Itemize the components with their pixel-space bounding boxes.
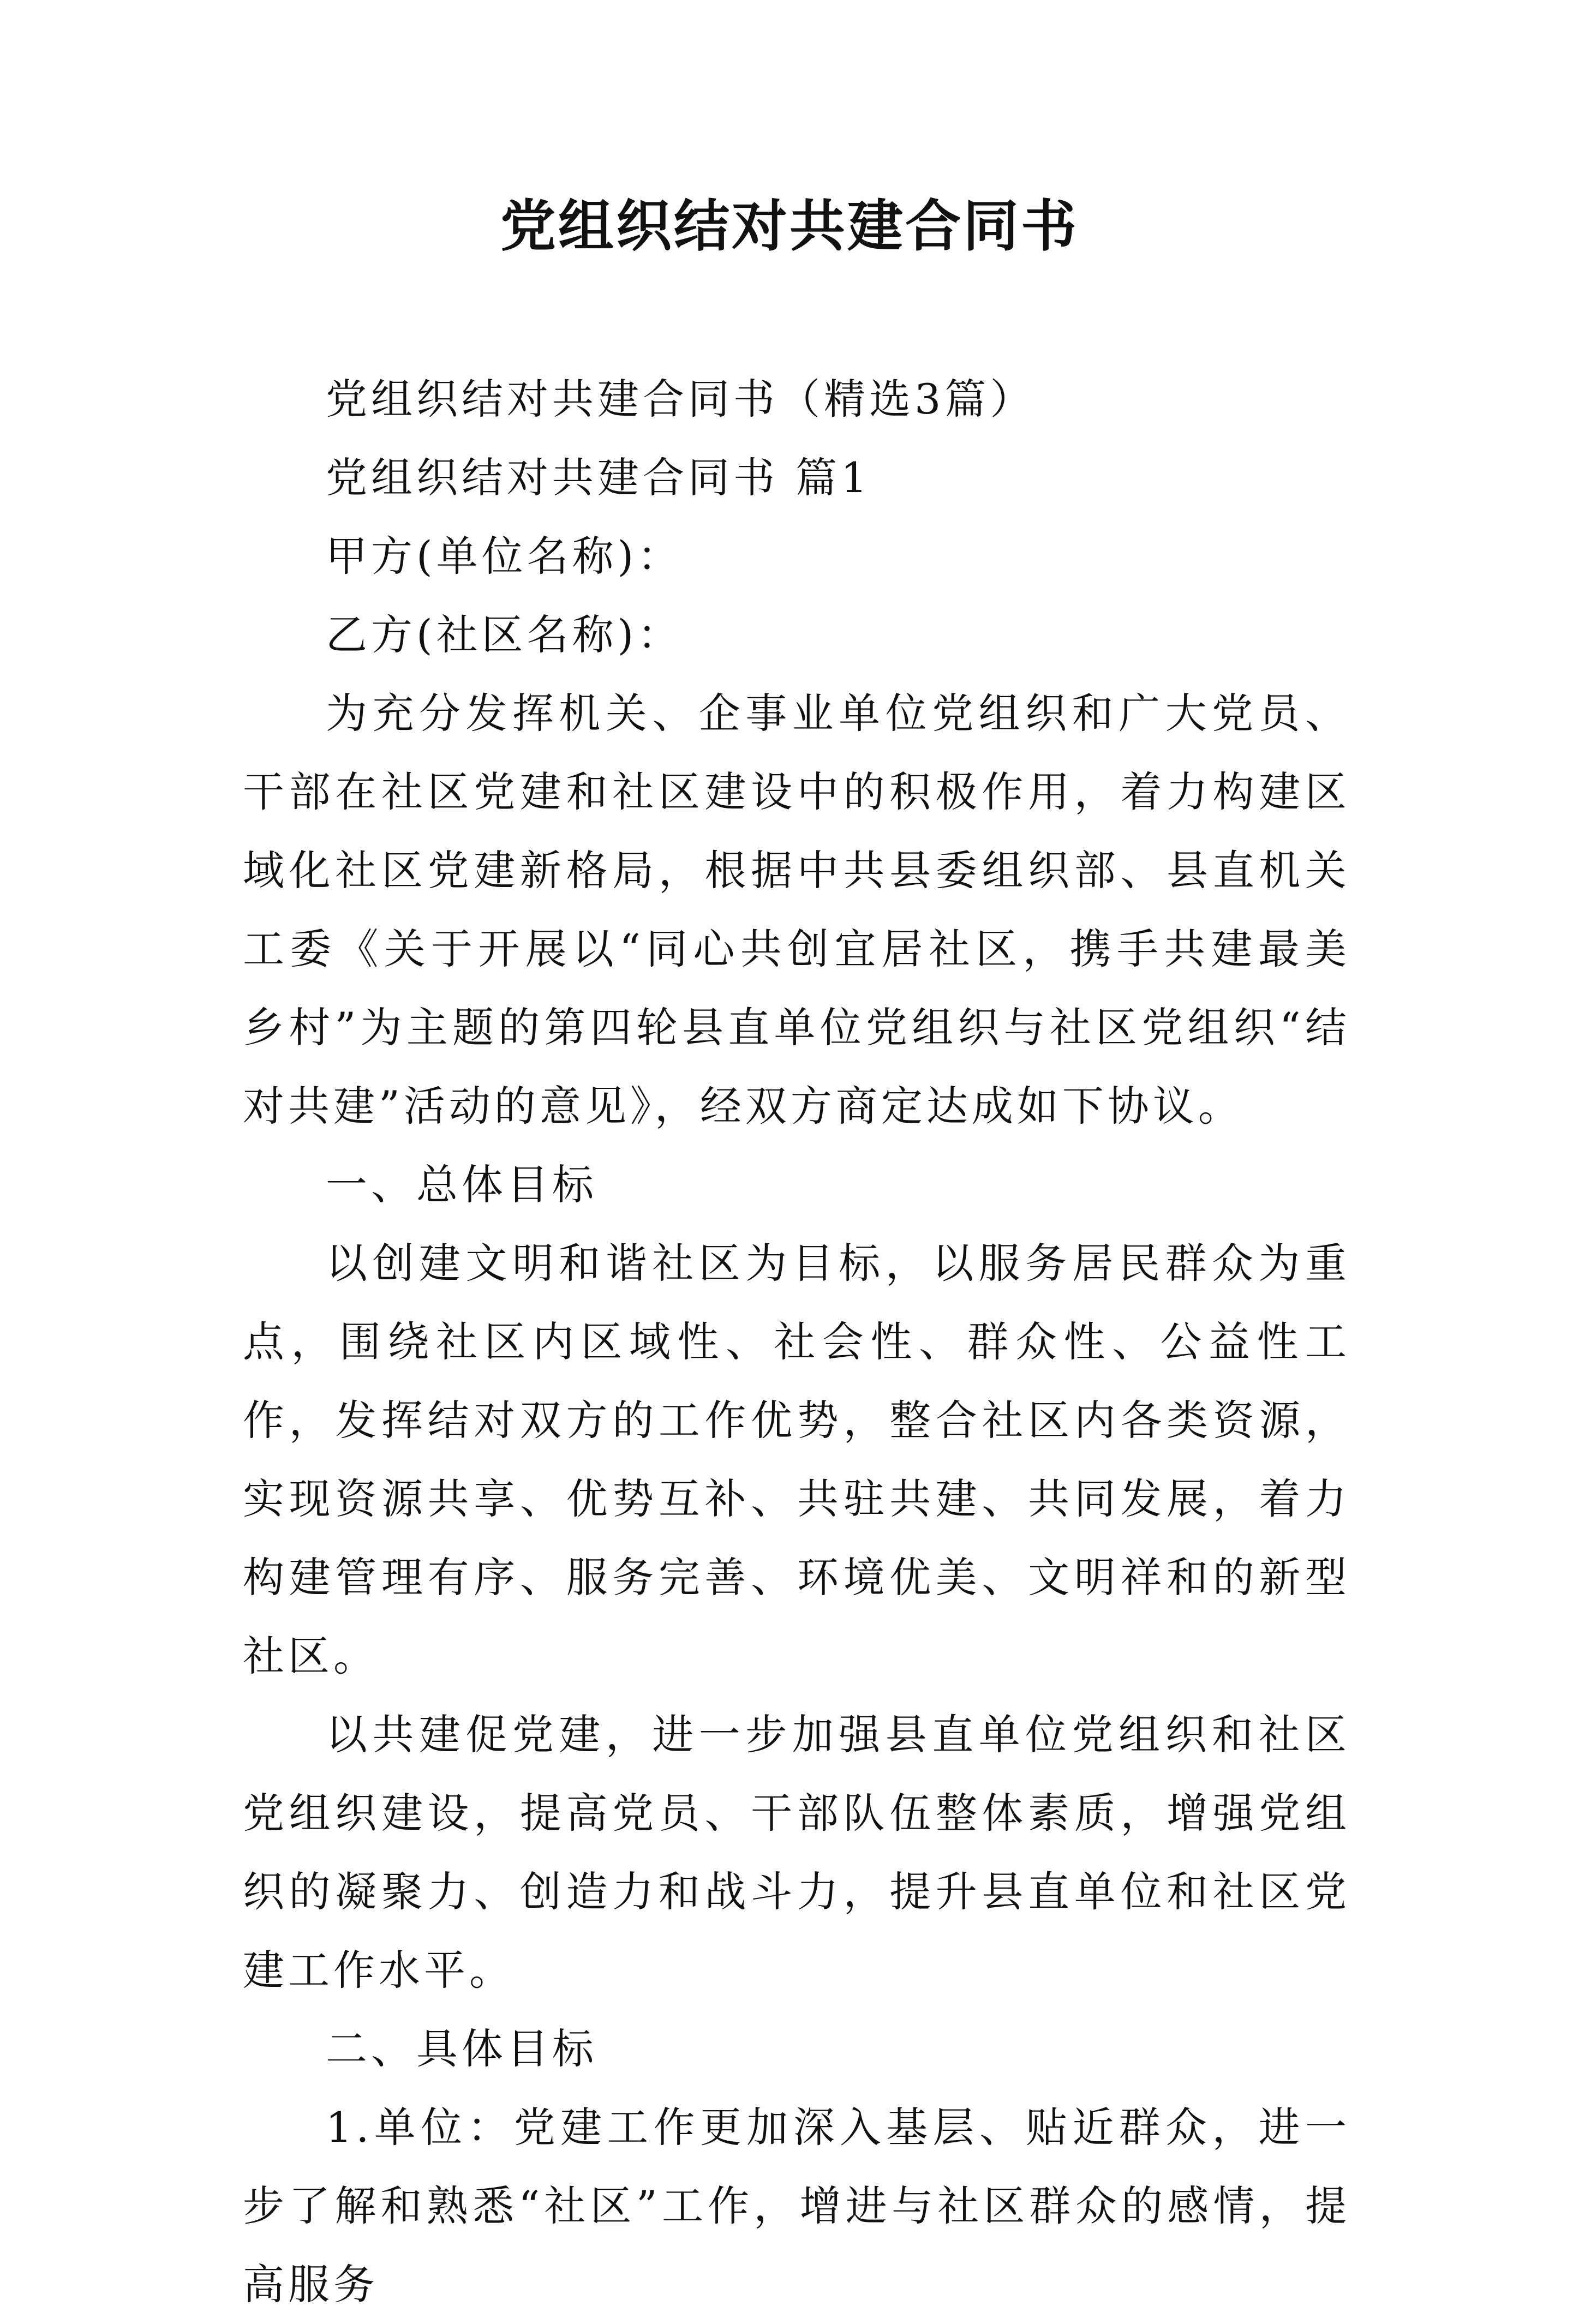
heading-specific-goal: 二、具体目标 <box>326 2024 597 2073</box>
paragraph-preamble: 为充分发挥机关、企事业单位党组织和广大党员、干部在社区党建和社区建设中的积极作用，着力构建区域化社区党建新格局，根据中共县委组织部、县直机关工委《关于开展以“同心共创宜居社区，携手共建最美乡村”为主题的第四轮县直单位党组织与社区党组织“结对共建”活动的意见》，经双方商定达成如下协议。 <box>243 689 1350 1130</box>
paragraph-section-heading: 党组织结对共建合同书 篇1 <box>326 453 871 502</box>
paragraph-party-b: 乙方(社区名称)： <box>326 610 683 659</box>
paragraph-overall-goal-1: 以创建文明和谐社区为目标，以服务居民群众为重点，围绕社区内区域性、社会性、群众性、公益性工作，发挥结对双方的工作优势，整合社区内各类资源，实现资源共享、优势互补、共驻共建、共同发展，着力构建管理有序、服务完善、环境优美、文明祥和的新型社区。 <box>243 1239 1350 1680</box>
document-body <box>243 360 1350 2324</box>
paragraph-party-a: 甲方(单位名称)： <box>326 532 683 580</box>
paragraph-overall-goal-2: 以共建促党建，进一步加强县直单位党组织和社区党组织建设，提高党员、干部队伍整体素质，增强党组织的凝聚力、创造力和战斗力，提升县直单位和社区党建工作水平。 <box>243 1710 1350 1994</box>
paragraph-specific-goal-1: 1.单位：党建工作更加深入基层、贴近群众，进一步了解和熟悉“社区”工作，增进与社区群众的感情，提高服务 <box>243 2103 1350 2309</box>
paragraph-subtitle: 党组织结对共建合同书（精选3篇） <box>326 375 1036 423</box>
document-title: 党组织结对共建合同书 <box>500 194 1079 259</box>
heading-overall-goal: 一、总体目标 <box>326 1160 597 1209</box>
